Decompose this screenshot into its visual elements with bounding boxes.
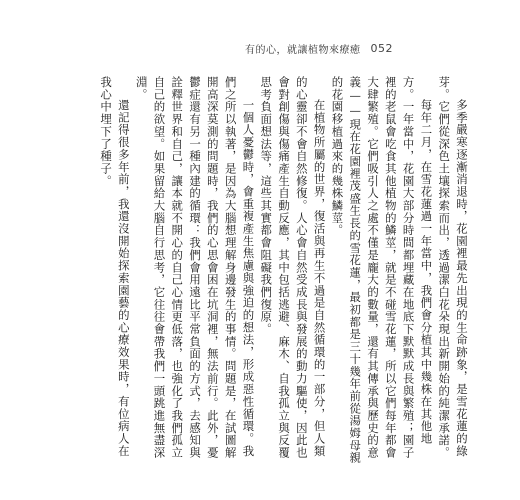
running-header <box>245 41 393 56</box>
paragraph: 還記得很多年前，我還沒開始探索園藝的心療效果時，有位病人在我心中埋下了種子。 <box>99 76 131 457</box>
paragraph: 多季嚴寒逐漸消退時，花園裡最先出現的生命跡象，是雪花蓮的綠芽。它們從深色土壤探索而出，透過潔白花朵現出新開始的純潔承諾。 <box>437 76 469 459</box>
body-text <box>56 76 470 466</box>
paragraph: 每年二月，在雪花蓮過一年當中，我們會分植其中幾株在其他地方。一年當中，花園大部分時間都埋藏在地底下默默成長與繁殖；園子裡的老鼠會吃食其他植物的鱗莖，就是不碰雪花蓮，所以它們每年都會大肆繁殖。它們吸引人之處不僅是龐大的數量，還有其傳承與歷史的意義——現在花園裡茂盛生長的雪花蓮，最初都是三十幾年前從湯姆母親的花園移植過來的幾株鱗莖。 <box>330 76 434 465</box>
book-title: 有的心，就讓植物來療癒 <box>245 45 361 56</box>
paragraph: 在植物所屬的世界，復活與再生不過是自然循環的一部分，但人類的心靈卻不會自然修復。人心會自然受成長與發展的動力驅使，因此也會對創傷與傷痛產生自動反應，其中包括逃避、麻木、自我孤立與反覆思考負面想法等，這些其實都會阻礙我們復原。 <box>259 76 327 459</box>
paragraph: 一個人憂鬱時，會重複產生焦慮與強迫的想法，形成惡性循環。我們之所以執著，是因為大腦想理解身邊發生的事情。問題是，在試圖解開高深莫測的問題時，我們的心思會困在坑洞裡，無法前行。此外，憂鬱症還有另一種內建的循環：我們會用遠比平常負面的方式，去感知與詮釋世界和自己，讓本就不開心的自己心情更低落，也強化了我們孤立自己的欲望。如果留給大腦自行思考，它往往會帶我們一頭跳進無盡深淵。 <box>134 76 256 459</box>
page-number: 052 <box>370 42 393 55</box>
